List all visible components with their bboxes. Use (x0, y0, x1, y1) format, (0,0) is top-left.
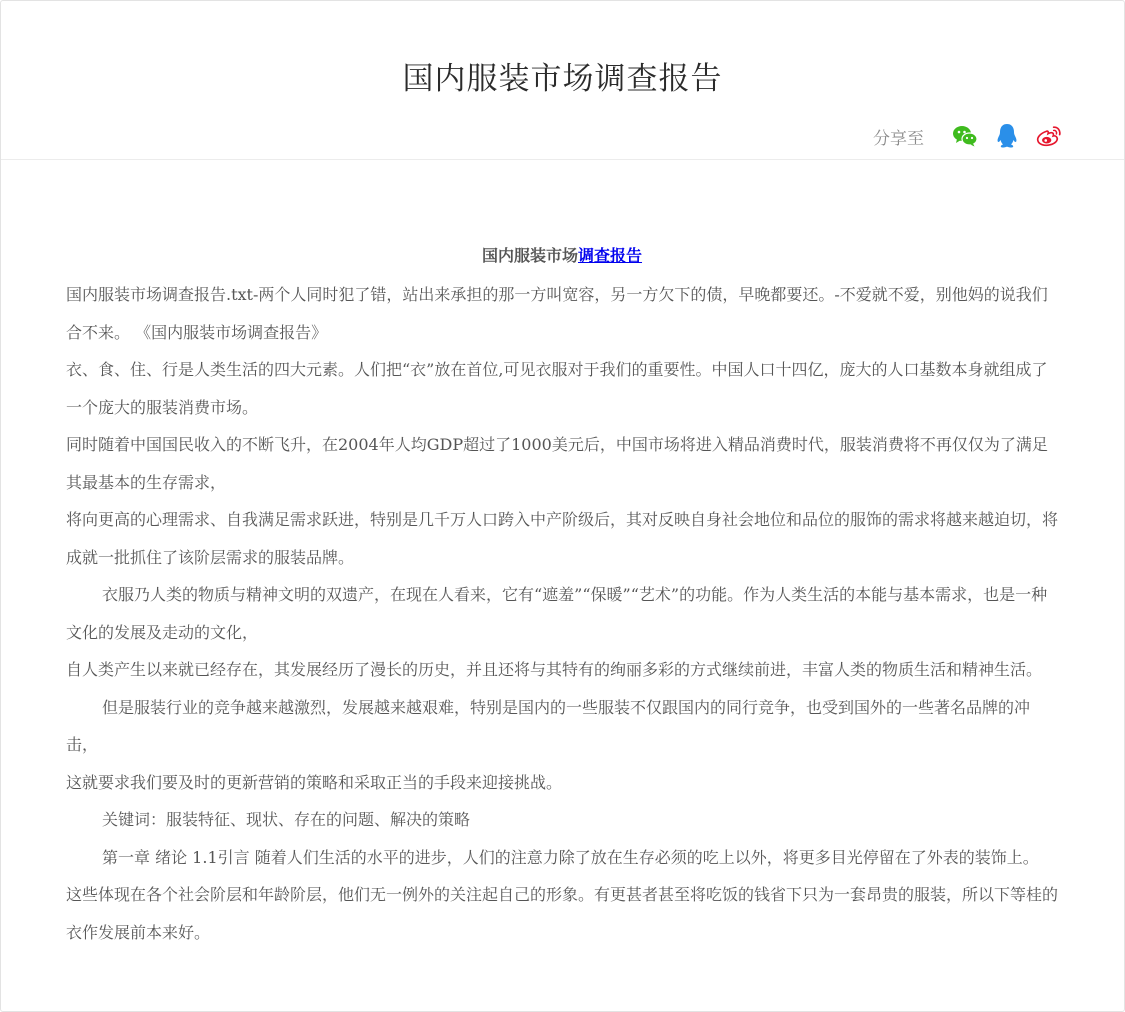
paragraph: 衣服乃人类的物质与精神文明的双遗产，在现在人看来，它有“遮羞”“保暖”“艺术”的功能。作为人类生活的本能与基本需求，也是一种文化的发展及走动的文化， (66, 585, 1048, 642)
qq-icon[interactable] (994, 123, 1020, 149)
document-heading-link[interactable]: 调查报告 (578, 246, 643, 265)
article-header (1, 1, 1124, 160)
paragraph: 这些体现在各个社会阶层和年龄阶层，他们无一例外的关注起自己的形象。有更甚者甚至将吃饭的钱省下只为一套昂贵的服装，所以下等桂的衣作发展前本来好。 (66, 885, 1059, 942)
page-title: 国内服装市场调查报告 (402, 61, 723, 97)
share-bar (873, 123, 1062, 149)
paragraph: 国内服装市场调查报告.txt-两个人同时犯了错，站出来承担的那一方叫宽容，另一方欠下的债，早晚都要还。-不爱就不爱，别他妈的说我们合不来。 《国内服装市场调查报告》 (66, 285, 1048, 342)
weibo-icon[interactable] (1036, 123, 1062, 149)
document-heading-text: 国内服装市场 (481, 246, 578, 265)
paragraph: 但是服装行业的竞争越来越激烈，发展越来越艰难，特别是国内的一些服装不仅跟国内的同行竞争，也受到国外的一些著名品牌的冲击， (66, 697, 1031, 754)
paragraph: 衣、食、住、行是人类生活的四大元素。人们把“衣”放在首位,可见衣服对于我们的重要性。中国人口十四亿，庞大的人口基数本身就组成了一个庞大的服装消费市场。 (66, 360, 1048, 417)
article-body (66, 241, 1058, 951)
paragraph: 同时随着中国国民收入的不断飞升，在2004年人均GDP超过了1000美元后，中国市场将进入精品消费时代，服装消费将不再仅仅为了满足其最基本的生存需求， (66, 435, 1048, 492)
wechat-icon[interactable] (952, 123, 978, 149)
paragraph: 将向更高的心理需求、自我满足需求跃进，特别是几千万人口跨入中产阶级后，其对反映自身社会地位和品位的服饰的需求将越来越迫切，将成就一批抓住了该阶层需求的服装品牌。 (66, 510, 1059, 567)
document-heading (66, 241, 1058, 276)
paragraph: 自人类产生以来就已经存在，其发展经历了漫长的历史，并且还将与其特有的绚丽多彩的方式继续前进，丰富人类的物质生活和精神生活。 (66, 660, 1043, 679)
share-label: 分享至 (873, 128, 924, 149)
paragraph: 第一章 绪论 1.1引言 随着人们生活的水平的进步，人们的注意力除了放在生存必须的吃上以外，将更多目光停留在了外表的装饰上。 (102, 847, 1039, 867)
paragraph: 这就要求我们要及时的更新营销的策略和采取正当的手段来迎接挑战。 (66, 772, 563, 792)
keywords-paragraph: 关键词：服装特征、现状、存在的问题、解决的策略 (102, 810, 471, 829)
